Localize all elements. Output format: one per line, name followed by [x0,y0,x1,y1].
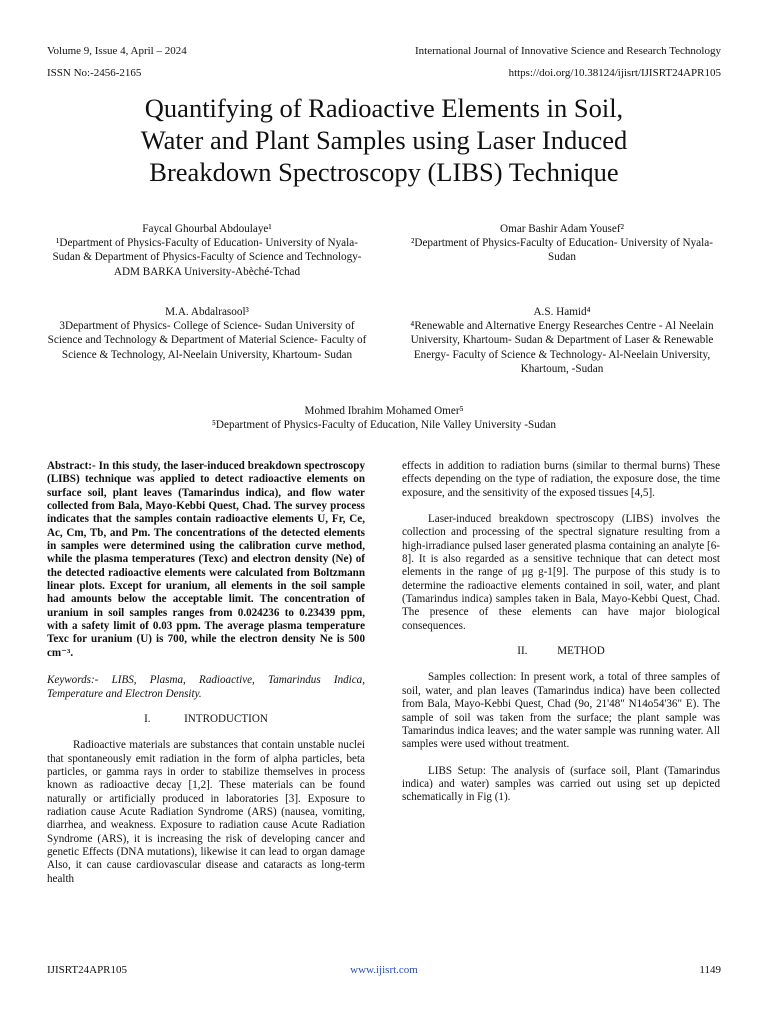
journal-name: International Journal of Innovative Science and Research Technology [414,45,721,57]
body-paragraph: LIBS Setup: The analysis of (surface soil, Plant (Tamarindus indica) and water) samples was carried out using set up depicted schematically in Fig (1). [402,764,720,804]
author-affiliation: ⁴Renewable and Alternative Energy Researches Centre - Al Neelain University, Khartoum- Sudan & Department of Laser & Renewable Energy- Faculty of Science & Technology- Al-Neelain University, Khartoum, -Sudan [410,320,714,375]
title-line: Quantifying of Radioactive Elements in Soil, [144,93,624,123]
page-number: 1149 [699,964,721,976]
author-name: Omar Bashir Adam Yousef² [500,223,624,235]
body-paragraph: Samples collection: In present work, a total of three samples of soil, water, and plan leaves (Tamarindus indica) have been collected from Bala, Mayo-Kebbi Quest, Chad (9o, 21'48" N14o54'36" E). The sample of soil was taken from the surface; the plant sample was Tamarindus indica leaves; and the water sample was running water. All samples were used without treatment. [402,671,720,751]
author-block-1 [47,222,367,279]
section-heading-introduction [47,713,365,726]
paper-title [60,92,708,188]
right-column [402,460,720,805]
author-block-5 [134,404,634,432]
author-affiliation: ⁵Department of Physics-Faculty of Education, Nile Valley University -Sudan [212,419,556,432]
author-name: Mohmed Ibrahim Mohamed Omer⁵ [304,405,464,417]
author-affiliation: 3Department of Physics- College of Science- Sudan University of Science and Technology & Department of Material Science- Faculty of Science & Technology, Al-Neelain University, Khartoum- Sudan [47,320,367,361]
section-number: II. [517,645,528,658]
issn: ISSN No:-2456-2165 [47,67,142,79]
author-block-2 [402,222,722,265]
author-affiliation: ²Department of Physics-Faculty of Education- University of Nyala-Sudan [411,237,713,264]
keywords: Keywords:- LIBS, Plasma, Radioactive, Tamarindus Indica, Temperature and Electron Density. [47,674,365,700]
author-name: Faycal Ghourbal Abdoulaye¹ [142,223,272,235]
title-line: Breakdown Spectroscopy (LIBS) Technique [149,157,619,187]
title-line: Water and Plant Samples using Laser Induced [140,125,628,155]
left-column [47,460,365,886]
body-paragraph: effects in addition to radiation burns (similar to thermal burns) These effects depending on the type of radiation, the exposure dose, the time exposure, and the sensitivity of the exposed tissues [4,5]. [402,460,720,499]
introduction-paragraph: Radioactive materials are substances that contain unstable nuclei that spontaneously emit radiation in the form of alpha particles, beta particles, or gamma rays in order to stabilize themselves in process known as radioactive decay [1,2]. These materials can be found naturally or artificially produced in laboratories [3]. Exposure to radiation cause Acute Radiation Syndrome (ARS) (nausea, vomiting, diarrhea, and weakness. Exposure to radiation cause Acute Radiation Syndrome (ARS), it is increasing the risk of developing cancer and genetic Effects (DNA mutations), likewise it can lead to organ damage Also, it can cause cardiovascular disease and cataracts as long-term health [47,739,365,885]
author-affiliation: ¹Department of Physics-Faculty of Education- University of Nyala-Sudan & Department of Physics-Faculty of Science and Technology-ADM BARKA University-Abèché-Tchad [52,237,362,278]
journal-volume: Volume 9, Issue 4, April – 2024 [47,45,187,57]
author-name: A.S. Hamid⁴ [533,306,591,318]
footer-website-link[interactable] [0,964,768,977]
section-title: METHOD [557,645,605,658]
body-paragraph: Laser-induced breakdown spectroscopy (LIBS) involves the collection and processing of the spectral signature resulting from a high-irradiance pulsed laser generated plasma containing an analyte [6-8]. It is also regarded as a sensitive technique that can detect most elements in the range of μg g-1[9]. The purpose of this study is to determine the radioactive elements contained in soil, water, and plant (Tamarindus indica) samples taken in Bala, Mayo-Kebbi Quest, Chad. The presence of these elements can have major biological consequences. [402,513,720,632]
section-number: I. [144,712,151,725]
section-title: INTRODUCTION [184,712,268,725]
author-block-3 [47,305,367,362]
abstract: Abstract:- In this study, the laser-induced breakdown spectroscopy (LIBS) technique was applied to detect radioactive elements on surface soil, plant leaves (Tamarindus indica), and flow water collected from Bala, Mayo-Kebbi Quest, Chad. The survey process indicates that the samples contain radioactive elements U, Fr, Ce, Ac, Cm, Tb, and Pm. The concentrations of the detected elements in samples were determined using the calibration curve method, while the plasma temperatures (Texc) and electron density (Ne) of the detected radioactive elements were calculated from Boltzmann linear plots. Except for uranium, all elements in the soil sample had amounts below the acceptable limit. The concentration of uranium in soil samples ranges from 0.024236 to 0.23439 ppm, with a safety limit of 0.03 ppm. The average plasma temperature Texc for uranium (U) is 700, while the electron density Ne is 500 cm⁻³. [47,460,365,659]
doi-link[interactable]: https://doi.org/10.38124/ijisrt/IJISRT24APR105 [508,67,721,79]
website-link-text[interactable]: www.ijisrt.com [350,964,418,976]
footer-code: IJISRT24APR105 [47,964,128,976]
author-block-4 [402,305,722,376]
section-heading-method [402,645,720,658]
author-name: M.A. Abdalrasool³ [165,306,249,318]
